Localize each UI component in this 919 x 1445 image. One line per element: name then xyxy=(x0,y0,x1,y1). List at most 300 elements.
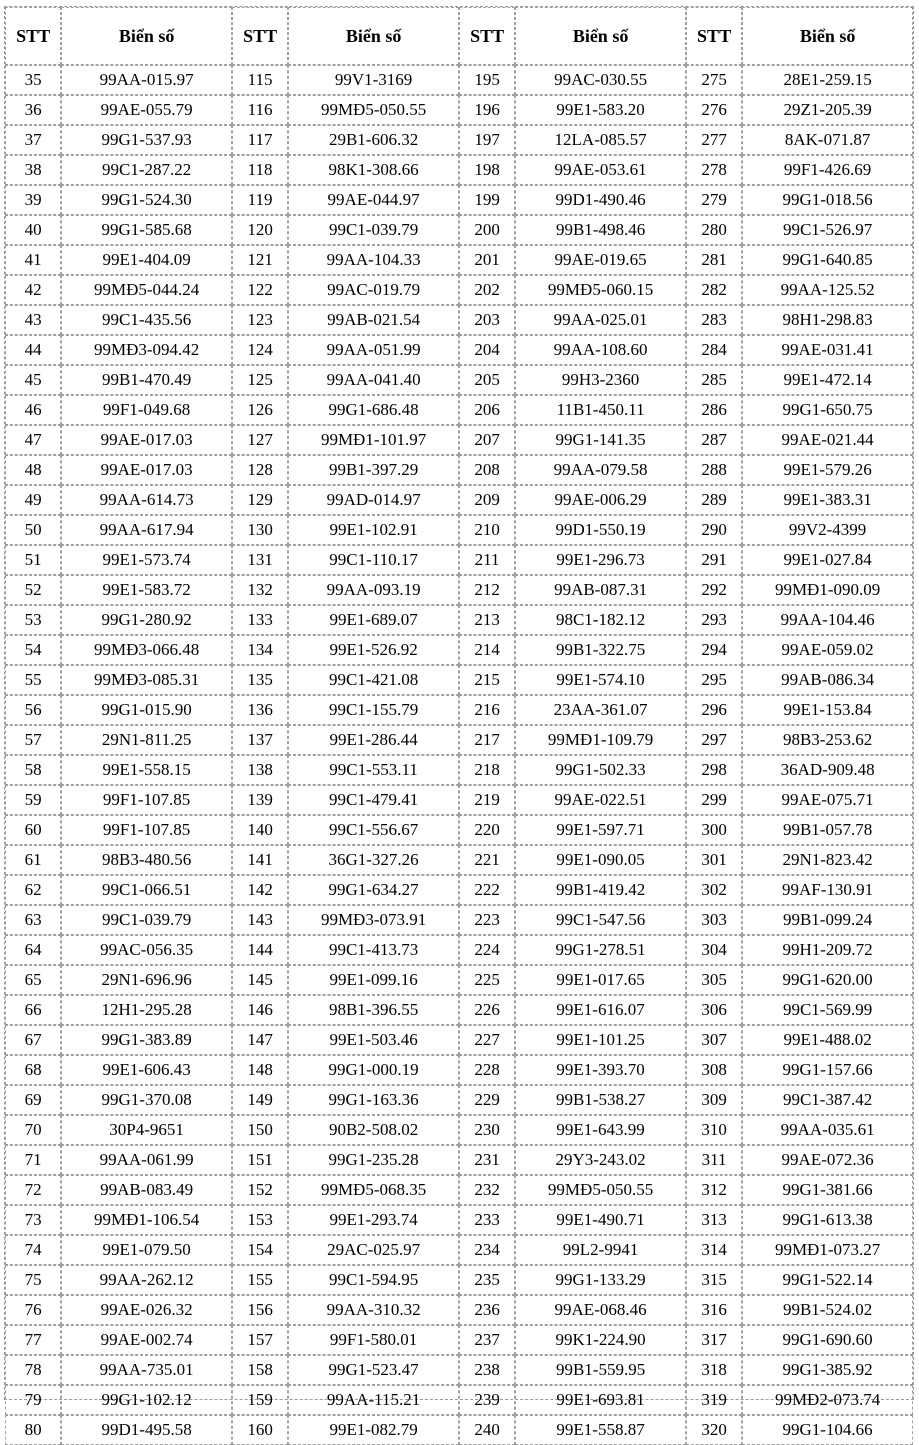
table-row xyxy=(5,425,913,455)
table-row xyxy=(5,1085,913,1115)
header-stt: STT xyxy=(459,7,515,65)
table-row xyxy=(5,365,913,395)
plate-number-cell: 99AE-017.03 xyxy=(61,455,232,485)
header-stt: STT xyxy=(232,7,288,65)
stt-cell: 202 xyxy=(459,275,515,305)
stt-cell: 45 xyxy=(5,365,61,395)
table-row xyxy=(5,155,913,185)
plate-number-cell: 29AC-025.97 xyxy=(288,1235,459,1265)
plate-number-cell: 29N1-811.25 xyxy=(61,725,232,755)
plate-number-cell: 99L2-9941 xyxy=(515,1235,686,1265)
table-row xyxy=(5,1055,913,1085)
stt-cell: 48 xyxy=(5,455,61,485)
plate-number-cell: 99C1-066.51 xyxy=(61,875,232,905)
stt-cell: 228 xyxy=(459,1055,515,1085)
header-plate: Biển số xyxy=(515,7,686,65)
table-row xyxy=(5,1355,913,1385)
plate-number-cell: 99C1-556.67 xyxy=(288,815,459,845)
plate-number-cell: 99AA-035.61 xyxy=(742,1115,913,1145)
stt-cell: 70 xyxy=(5,1115,61,1145)
stt-cell: 131 xyxy=(232,545,288,575)
stt-cell: 138 xyxy=(232,755,288,785)
plate-number-cell: 99E1-488.02 xyxy=(742,1025,913,1055)
plate-number-cell: 8AK-071.87 xyxy=(742,125,913,155)
table-header xyxy=(5,7,913,65)
plate-number-cell: 99AF-130.91 xyxy=(742,875,913,905)
stt-cell: 290 xyxy=(686,515,742,545)
header-stt: STT xyxy=(686,7,742,65)
plate-number-cell: 99F1-580.01 xyxy=(288,1325,459,1355)
plate-number-cell: 99C1-110.17 xyxy=(288,545,459,575)
plate-number-cell: 99MĐ3-094.42 xyxy=(61,335,232,365)
plate-number-cell: 99AA-104.46 xyxy=(742,605,913,635)
stt-cell: 208 xyxy=(459,455,515,485)
stt-cell: 132 xyxy=(232,575,288,605)
plate-number-cell: 99MĐ1-090.09 xyxy=(742,575,913,605)
plate-number-cell: 29N1-823.42 xyxy=(742,845,913,875)
stt-cell: 78 xyxy=(5,1355,61,1385)
stt-cell: 156 xyxy=(232,1295,288,1325)
stt-cell: 292 xyxy=(686,575,742,605)
plate-number-cell: 99MĐ1-073.27 xyxy=(742,1235,913,1265)
stt-cell: 204 xyxy=(459,335,515,365)
plate-number-cell: 99AE-022.51 xyxy=(515,785,686,815)
plate-number-cell: 99AA-115.21 xyxy=(288,1385,459,1415)
stt-cell: 149 xyxy=(232,1085,288,1115)
plate-number-cell: 98B3-480.56 xyxy=(61,845,232,875)
table-row xyxy=(5,905,913,935)
plate-number-cell: 99E1-558.15 xyxy=(61,755,232,785)
plate-number-cell: 99AB-087.31 xyxy=(515,575,686,605)
stt-cell: 159 xyxy=(232,1385,288,1415)
stt-cell: 224 xyxy=(459,935,515,965)
plate-number-cell: 99G1-640.85 xyxy=(742,245,913,275)
plate-number-cell: 99E1-583.20 xyxy=(515,95,686,125)
stt-cell: 286 xyxy=(686,395,742,425)
plate-number-cell: 29B1-606.32 xyxy=(288,125,459,155)
stt-cell: 235 xyxy=(459,1265,515,1295)
plate-number-cell: 99AA-125.52 xyxy=(742,275,913,305)
table-row xyxy=(5,665,913,695)
plate-number-cell: 36G1-327.26 xyxy=(288,845,459,875)
plate-number-cell: 29Y3-243.02 xyxy=(515,1145,686,1175)
stt-cell: 121 xyxy=(232,245,288,275)
table-row xyxy=(5,395,913,425)
stt-cell: 304 xyxy=(686,935,742,965)
plate-number-cell: 99E1-404.09 xyxy=(61,245,232,275)
table-row xyxy=(5,1325,913,1355)
table-row xyxy=(5,65,913,95)
stt-cell: 225 xyxy=(459,965,515,995)
stt-cell: 142 xyxy=(232,875,288,905)
plate-number-cell: 99G1-133.29 xyxy=(515,1265,686,1295)
plate-number-cell: 99G1-000.19 xyxy=(288,1055,459,1085)
stt-cell: 210 xyxy=(459,515,515,545)
stt-cell: 201 xyxy=(459,245,515,275)
stt-cell: 66 xyxy=(5,995,61,1025)
plate-number-cell: 99AE-044.97 xyxy=(288,185,459,215)
stt-cell: 80 xyxy=(5,1415,61,1445)
plate-number-cell: 29N1-696.96 xyxy=(61,965,232,995)
plate-number-cell: 99G1-690.60 xyxy=(742,1325,913,1355)
table-row xyxy=(5,185,913,215)
plate-number-cell: 99B1-057.78 xyxy=(742,815,913,845)
plate-number-cell: 99E1-102.91 xyxy=(288,515,459,545)
header-plate: Biển số xyxy=(61,7,232,65)
stt-cell: 197 xyxy=(459,125,515,155)
plate-number-cell: 99E1-597.71 xyxy=(515,815,686,845)
plate-number-cell: 98C1-182.12 xyxy=(515,605,686,635)
plate-number-cell: 99E1-293.74 xyxy=(288,1205,459,1235)
stt-cell: 75 xyxy=(5,1265,61,1295)
plate-number-cell: 99B1-498.46 xyxy=(515,215,686,245)
plate-number-cell: 99AA-093.19 xyxy=(288,575,459,605)
plate-number-cell: 99AA-614.73 xyxy=(61,485,232,515)
plate-number-cell: 99G1-385.92 xyxy=(742,1355,913,1385)
plate-number-cell: 99MĐ2-073.74 xyxy=(742,1385,913,1415)
stt-cell: 137 xyxy=(232,725,288,755)
plate-number-cell: 99E1-583.72 xyxy=(61,575,232,605)
plate-number-cell: 99B1-470.49 xyxy=(61,365,232,395)
plate-number-cell: 12H1-295.28 xyxy=(61,995,232,1025)
plate-number-cell: 99E1-286.44 xyxy=(288,725,459,755)
plate-number-cell: 99G1-102.12 xyxy=(61,1385,232,1415)
stt-cell: 57 xyxy=(5,725,61,755)
table-row xyxy=(5,635,913,665)
plate-number-cell: 99AE-019.65 xyxy=(515,245,686,275)
plate-number-cell: 99G1-524.30 xyxy=(61,185,232,215)
plate-number-cell: 99AA-079.58 xyxy=(515,455,686,485)
plate-number-cell: 99MĐ1-101.97 xyxy=(288,425,459,455)
plate-number-cell: 99B1-099.24 xyxy=(742,905,913,935)
stt-cell: 221 xyxy=(459,845,515,875)
stt-cell: 128 xyxy=(232,455,288,485)
plate-number-cell: 99E1-027.84 xyxy=(742,545,913,575)
stt-cell: 41 xyxy=(5,245,61,275)
plate-number-cell: 99G1-015.90 xyxy=(61,695,232,725)
plate-number-cell: 99G1-018.56 xyxy=(742,185,913,215)
plate-number-cell: 99E1-693.81 xyxy=(515,1385,686,1415)
plate-number-cell: 99G1-523.47 xyxy=(288,1355,459,1385)
stt-cell: 52 xyxy=(5,575,61,605)
stt-cell: 120 xyxy=(232,215,288,245)
plate-number-cell: 99E1-490.71 xyxy=(515,1205,686,1235)
plate-number-cell: 11B1-450.11 xyxy=(515,395,686,425)
stt-cell: 154 xyxy=(232,1235,288,1265)
plate-number-cell: 99AE-068.46 xyxy=(515,1295,686,1325)
stt-cell: 239 xyxy=(459,1385,515,1415)
plate-number-cell: 99AD-014.97 xyxy=(288,485,459,515)
header-plate: Biển số xyxy=(288,7,459,65)
stt-cell: 199 xyxy=(459,185,515,215)
stt-cell: 60 xyxy=(5,815,61,845)
plate-number-cell: 99B1-524.02 xyxy=(742,1295,913,1325)
table-row xyxy=(5,305,913,335)
stt-cell: 134 xyxy=(232,635,288,665)
stt-cell: 219 xyxy=(459,785,515,815)
table-row xyxy=(5,1025,913,1055)
stt-cell: 153 xyxy=(232,1205,288,1235)
stt-cell: 143 xyxy=(232,905,288,935)
plate-number-cell: 99AB-021.54 xyxy=(288,305,459,335)
stt-cell: 195 xyxy=(459,65,515,95)
stt-cell: 276 xyxy=(686,95,742,125)
stt-cell: 35 xyxy=(5,65,61,95)
stt-cell: 155 xyxy=(232,1265,288,1295)
stt-cell: 115 xyxy=(232,65,288,95)
stt-cell: 126 xyxy=(232,395,288,425)
plate-number-cell: 99E1-082.79 xyxy=(288,1415,459,1445)
stt-cell: 217 xyxy=(459,725,515,755)
table-row xyxy=(5,575,913,605)
plate-number-cell: 99AA-025.01 xyxy=(515,305,686,335)
table-row xyxy=(5,755,913,785)
plate-number-cell: 99C1-287.22 xyxy=(61,155,232,185)
stt-cell: 308 xyxy=(686,1055,742,1085)
stt-cell: 232 xyxy=(459,1175,515,1205)
plate-number-cell: 99AA-061.99 xyxy=(61,1145,232,1175)
plate-number-cell: 99AA-108.60 xyxy=(515,335,686,365)
stt-cell: 278 xyxy=(686,155,742,185)
plate-number-cell: 99E1-017.65 xyxy=(515,965,686,995)
stt-cell: 231 xyxy=(459,1145,515,1175)
plate-number-cell: 99E1-099.16 xyxy=(288,965,459,995)
plate-number-cell: 99MĐ5-050.55 xyxy=(515,1175,686,1205)
stt-cell: 209 xyxy=(459,485,515,515)
stt-cell: 233 xyxy=(459,1205,515,1235)
plate-number-cell: 99G1-502.33 xyxy=(515,755,686,785)
plate-number-cell: 99MĐ3-066.48 xyxy=(61,635,232,665)
stt-cell: 62 xyxy=(5,875,61,905)
stt-cell: 218 xyxy=(459,755,515,785)
plate-number-cell: 99AE-031.41 xyxy=(742,335,913,365)
stt-cell: 306 xyxy=(686,995,742,1025)
plate-number-cell: 99G1-157.66 xyxy=(742,1055,913,1085)
plate-number-cell: 36AD-909.48 xyxy=(742,755,913,785)
table-row xyxy=(5,335,913,365)
stt-cell: 116 xyxy=(232,95,288,125)
stt-cell: 283 xyxy=(686,305,742,335)
plate-number-cell: 99V2-4399 xyxy=(742,515,913,545)
table-row xyxy=(5,845,913,875)
stt-cell: 211 xyxy=(459,545,515,575)
table-row xyxy=(5,605,913,635)
plate-number-cell: 99E1-383.31 xyxy=(742,485,913,515)
stt-cell: 284 xyxy=(686,335,742,365)
plate-number-cell: 99H1-209.72 xyxy=(742,935,913,965)
stt-cell: 295 xyxy=(686,665,742,695)
plate-number-cell: 99AA-041.40 xyxy=(288,365,459,395)
plate-number-cell: 99B1-559.95 xyxy=(515,1355,686,1385)
plate-number-cell: 12LA-085.57 xyxy=(515,125,686,155)
plate-number-cell: 99F1-107.85 xyxy=(61,815,232,845)
stt-cell: 212 xyxy=(459,575,515,605)
stt-cell: 280 xyxy=(686,215,742,245)
stt-cell: 67 xyxy=(5,1025,61,1055)
stt-cell: 285 xyxy=(686,365,742,395)
stt-cell: 198 xyxy=(459,155,515,185)
stt-cell: 37 xyxy=(5,125,61,155)
plate-number-cell: 99AE-055.79 xyxy=(61,95,232,125)
plate-number-cell: 99C1-413.73 xyxy=(288,935,459,965)
table-row xyxy=(5,875,913,905)
plate-number-cell: 99AE-026.32 xyxy=(61,1295,232,1325)
plate-number-cell: 99E1-393.70 xyxy=(515,1055,686,1085)
plate-number-cell: 98B1-396.55 xyxy=(288,995,459,1025)
plate-number-cell: 99AC-030.55 xyxy=(515,65,686,95)
table-row xyxy=(5,785,913,815)
plate-number-cell: 99AA-310.32 xyxy=(288,1295,459,1325)
plate-number-cell: 99AE-006.29 xyxy=(515,485,686,515)
plate-number-cell: 99E1-558.87 xyxy=(515,1415,686,1445)
plate-number-cell: 99G1-163.36 xyxy=(288,1085,459,1115)
stt-cell: 303 xyxy=(686,905,742,935)
plate-number-cell: 99H3-2360 xyxy=(515,365,686,395)
plate-number-cell: 99AE-059.02 xyxy=(742,635,913,665)
license-plate-table xyxy=(5,7,913,1445)
plate-number-cell: 99AC-056.35 xyxy=(61,935,232,965)
stt-cell: 64 xyxy=(5,935,61,965)
plate-number-cell: 99E1-153.84 xyxy=(742,695,913,725)
table-row xyxy=(5,995,913,1025)
plate-number-cell: 99AE-017.03 xyxy=(61,425,232,455)
plate-number-cell: 99MĐ1-106.54 xyxy=(61,1205,232,1235)
stt-cell: 151 xyxy=(232,1145,288,1175)
table-row xyxy=(5,545,913,575)
plate-number-cell: 99AA-104.33 xyxy=(288,245,459,275)
plate-number-cell: 99E1-090.05 xyxy=(515,845,686,875)
stt-cell: 310 xyxy=(686,1115,742,1145)
plate-number-cell: 99AA-015.97 xyxy=(61,65,232,95)
plate-number-cell: 99G1-381.66 xyxy=(742,1175,913,1205)
plate-number-cell: 99MĐ3-085.31 xyxy=(61,665,232,695)
table-row xyxy=(5,125,913,155)
stt-cell: 59 xyxy=(5,785,61,815)
plate-number-cell: 99MĐ5-044.24 xyxy=(61,275,232,305)
stt-cell: 282 xyxy=(686,275,742,305)
stt-cell: 213 xyxy=(459,605,515,635)
stt-cell: 72 xyxy=(5,1175,61,1205)
stt-cell: 236 xyxy=(459,1295,515,1325)
stt-cell: 206 xyxy=(459,395,515,425)
stt-cell: 129 xyxy=(232,485,288,515)
plate-number-cell: 99MĐ5-068.35 xyxy=(288,1175,459,1205)
stt-cell: 54 xyxy=(5,635,61,665)
plate-number-cell: 99AA-262.12 xyxy=(61,1265,232,1295)
stt-cell: 122 xyxy=(232,275,288,305)
stt-cell: 226 xyxy=(459,995,515,1025)
stt-cell: 56 xyxy=(5,695,61,725)
stt-cell: 319 xyxy=(686,1385,742,1415)
stt-cell: 214 xyxy=(459,635,515,665)
stt-cell: 125 xyxy=(232,365,288,395)
stt-cell: 160 xyxy=(232,1415,288,1445)
stt-cell: 133 xyxy=(232,605,288,635)
stt-cell: 146 xyxy=(232,995,288,1025)
stt-cell: 279 xyxy=(686,185,742,215)
stt-cell: 281 xyxy=(686,245,742,275)
stt-cell: 157 xyxy=(232,1325,288,1355)
stt-cell: 237 xyxy=(459,1325,515,1355)
stt-cell: 39 xyxy=(5,185,61,215)
stt-cell: 47 xyxy=(5,425,61,455)
plate-number-cell: 99G1-585.68 xyxy=(61,215,232,245)
stt-cell: 136 xyxy=(232,695,288,725)
plate-number-cell: 99MĐ3-073.91 xyxy=(288,905,459,935)
stt-cell: 152 xyxy=(232,1175,288,1205)
stt-cell: 127 xyxy=(232,425,288,455)
plate-number-cell: 99G1-613.38 xyxy=(742,1205,913,1235)
stt-cell: 220 xyxy=(459,815,515,845)
plate-number-cell: 99G1-620.00 xyxy=(742,965,913,995)
stt-cell: 118 xyxy=(232,155,288,185)
stt-cell: 53 xyxy=(5,605,61,635)
stt-cell: 141 xyxy=(232,845,288,875)
table-row xyxy=(5,455,913,485)
plate-number-cell: 98K1-308.66 xyxy=(288,155,459,185)
stt-cell: 51 xyxy=(5,545,61,575)
stt-cell: 289 xyxy=(686,485,742,515)
plate-number-cell: 99C1-039.79 xyxy=(288,215,459,245)
stt-cell: 130 xyxy=(232,515,288,545)
plate-number-cell: 99K1-224.90 xyxy=(515,1325,686,1355)
plate-number-cell: 99B1-538.27 xyxy=(515,1085,686,1115)
plate-number-cell: 30P4-9651 xyxy=(61,1115,232,1145)
stt-cell: 293 xyxy=(686,605,742,635)
table-row xyxy=(5,1385,913,1415)
plate-number-cell: 99E1-101.25 xyxy=(515,1025,686,1055)
plate-number-cell: 99E1-296.73 xyxy=(515,545,686,575)
stt-cell: 36 xyxy=(5,95,61,125)
table-row xyxy=(5,935,913,965)
stt-cell: 223 xyxy=(459,905,515,935)
plate-number-cell: 99E1-574.10 xyxy=(515,665,686,695)
plate-number-cell: 99AE-053.61 xyxy=(515,155,686,185)
table-row xyxy=(5,695,913,725)
stt-cell: 44 xyxy=(5,335,61,365)
table-row xyxy=(5,95,913,125)
plate-number-cell: 99E1-579.26 xyxy=(742,455,913,485)
stt-cell: 119 xyxy=(232,185,288,215)
stt-cell: 234 xyxy=(459,1235,515,1265)
plate-number-cell: 99G1-537.93 xyxy=(61,125,232,155)
plate-number-cell: 99D1-550.19 xyxy=(515,515,686,545)
plate-number-cell: 99G1-686.48 xyxy=(288,395,459,425)
table-row xyxy=(5,245,913,275)
plate-number-cell: 99E1-616.07 xyxy=(515,995,686,1025)
plate-number-cell: 99F1-049.68 xyxy=(61,395,232,425)
stt-cell: 296 xyxy=(686,695,742,725)
plate-number-cell: 99G1-141.35 xyxy=(515,425,686,455)
plate-number-cell: 99E1-079.50 xyxy=(61,1235,232,1265)
plate-number-cell: 28E1-259.15 xyxy=(742,65,913,95)
stt-cell: 144 xyxy=(232,935,288,965)
stt-cell: 42 xyxy=(5,275,61,305)
plate-number-cell: 99D1-490.46 xyxy=(515,185,686,215)
stt-cell: 275 xyxy=(686,65,742,95)
stt-cell: 50 xyxy=(5,515,61,545)
plate-number-cell: 99C1-547.56 xyxy=(515,905,686,935)
stt-cell: 315 xyxy=(686,1265,742,1295)
plate-number-cell: 99G1-634.27 xyxy=(288,875,459,905)
stt-cell: 294 xyxy=(686,635,742,665)
stt-cell: 301 xyxy=(686,845,742,875)
stt-cell: 314 xyxy=(686,1235,742,1265)
stt-cell: 74 xyxy=(5,1235,61,1265)
stt-cell: 302 xyxy=(686,875,742,905)
stt-cell: 216 xyxy=(459,695,515,725)
stt-cell: 238 xyxy=(459,1355,515,1385)
